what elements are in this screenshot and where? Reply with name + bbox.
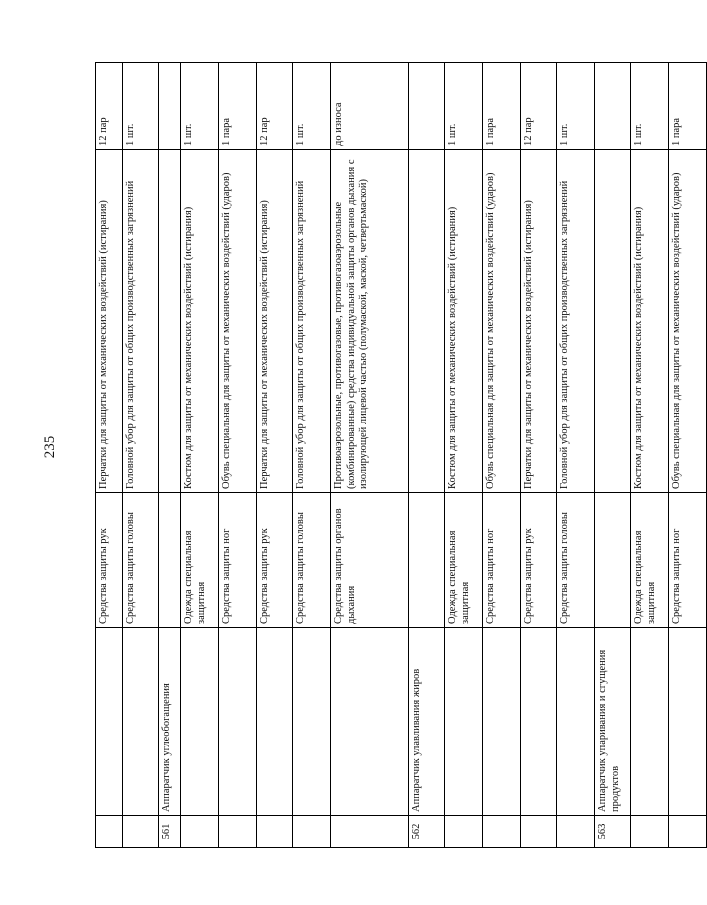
ppe-item: Противоаэрозольные, противогазовые, противогазоаэрозольные (комбинированные) средства индивидуальной защиты органов дыхания с изолирующей лицевой частью (полумаской, маской, четвертьмаской) xyxy=(331,150,409,493)
table-row xyxy=(557,63,595,848)
row-number xyxy=(181,816,219,848)
profession-name: Аппаратчик улавливания жиров xyxy=(409,628,445,816)
ppe-quantity: 1 пара xyxy=(219,63,257,150)
profession-name xyxy=(181,628,219,816)
row-number xyxy=(219,816,257,848)
ppe-category: Средства защиты ног xyxy=(483,493,521,628)
ppe-item: Обувь специальная для защиты от механических воздействий (ударов) xyxy=(669,150,707,493)
ppe-quantity: 12 пар xyxy=(96,63,123,150)
ppe-quantity: до износа xyxy=(331,63,409,150)
ppe-item: Головной убор для защиты от общих производственных загрязнений xyxy=(123,150,159,493)
table-row xyxy=(96,63,123,848)
row-number xyxy=(445,816,483,848)
ppe-item xyxy=(159,150,181,493)
profession-name xyxy=(219,628,257,816)
ppe-item: Костюм для защиты от механических воздействий (истирания) xyxy=(445,150,483,493)
profession-name xyxy=(557,628,595,816)
row-number xyxy=(557,816,595,848)
profession-name: Аппаратчик углеобогащения xyxy=(159,628,181,816)
row-number: 561 xyxy=(159,816,181,848)
table-row xyxy=(219,63,257,848)
table-row xyxy=(521,63,557,848)
row-number xyxy=(293,816,331,848)
ppe-category xyxy=(159,493,181,628)
table-row xyxy=(331,63,409,848)
row-number xyxy=(631,816,669,848)
ppe-item: Головной убор для защиты от общих производственных загрязнений xyxy=(293,150,331,493)
row-number xyxy=(483,816,521,848)
ppe-quantity xyxy=(159,63,181,150)
ppe-category: Одежда специальная защитная xyxy=(181,493,219,628)
ppe-quantity: 1 шт. xyxy=(631,63,669,150)
ppe-quantity: 1 пара xyxy=(483,63,521,150)
profession-name xyxy=(293,628,331,816)
ppe-category: Средства защиты органов дыхания xyxy=(331,493,409,628)
ppe-item: Головной убор для защиты от общих производственных загрязнений xyxy=(557,150,595,493)
ppe-quantity: 1 шт. xyxy=(293,63,331,150)
table-row xyxy=(409,63,445,848)
row-number: 562 xyxy=(409,816,445,848)
ppe-quantity: 1 шт. xyxy=(445,63,483,150)
ppe-item: Костюм для защиты от механических воздействий (истирания) xyxy=(631,150,669,493)
row-number xyxy=(123,816,159,848)
ppe-category: Средства защиты головы xyxy=(557,493,595,628)
table-row xyxy=(631,63,669,848)
table-row xyxy=(181,63,219,848)
row-number xyxy=(257,816,293,848)
table-row xyxy=(483,63,521,848)
table-row xyxy=(445,63,483,848)
ppe-item: Перчатки для защиты от механических воздействий (истирания) xyxy=(521,150,557,493)
table-row xyxy=(595,63,631,848)
profession-name xyxy=(123,628,159,816)
profession-name xyxy=(96,628,123,816)
ppe-item: Обувь специальная для защиты от механических воздействий (ударов) xyxy=(219,150,257,493)
ppe-quantity: 1 шт. xyxy=(557,63,595,150)
ppe-category: Средства защиты рук xyxy=(96,493,123,628)
table-row xyxy=(123,63,159,848)
profession-name xyxy=(331,628,409,816)
ppe-category xyxy=(409,493,445,628)
row-number xyxy=(669,816,707,848)
ppe-category: Средства защиты ног xyxy=(219,493,257,628)
ppe-quantity: 1 шт. xyxy=(123,63,159,150)
row-number xyxy=(331,816,409,848)
ppe-item: Костюм для защиты от механических воздействий (истирания) xyxy=(181,150,219,493)
profession-name xyxy=(669,628,707,816)
table-row xyxy=(257,63,293,848)
table-row xyxy=(159,63,181,848)
table-row xyxy=(669,63,707,848)
ppe-item xyxy=(595,150,631,493)
row-number: 563 xyxy=(595,816,631,848)
ppe-quantity xyxy=(409,63,445,150)
ppe-quantity xyxy=(595,63,631,150)
profession-name xyxy=(445,628,483,816)
profession-name xyxy=(257,628,293,816)
ppe-norms-table xyxy=(95,62,707,848)
ppe-quantity: 1 шт. xyxy=(181,63,219,150)
row-number xyxy=(521,816,557,848)
ppe-item xyxy=(409,150,445,493)
profession-name: Аппаратчик упаривания и сгущения продуктов xyxy=(595,628,631,816)
ppe-quantity: 12 пар xyxy=(521,63,557,150)
row-number xyxy=(96,816,123,848)
ppe-quantity: 1 пара xyxy=(669,63,707,150)
ppe-category: Средства защиты головы xyxy=(293,493,331,628)
profession-name xyxy=(631,628,669,816)
ppe-category: Средства защиты рук xyxy=(521,493,557,628)
ppe-category xyxy=(595,493,631,628)
ppe-item: Перчатки для защиты от механических воздействий (истирания) xyxy=(257,150,293,493)
rotated-table-container xyxy=(95,63,682,848)
ppe-item: Обувь специальная для защиты от механических воздействий (ударов) xyxy=(483,150,521,493)
table-row xyxy=(293,63,331,848)
profession-name xyxy=(483,628,521,816)
page-number: 235 xyxy=(42,435,58,459)
ppe-category: Средства защиты головы xyxy=(123,493,159,628)
ppe-category: Одежда специальная защитная xyxy=(631,493,669,628)
ppe-item: Перчатки для защиты от механических воздействий (истирания) xyxy=(96,150,123,493)
ppe-category: Средства защиты рук xyxy=(257,493,293,628)
profession-name xyxy=(521,628,557,816)
ppe-quantity: 12 пар xyxy=(257,63,293,150)
ppe-category: Одежда специальная защитная xyxy=(445,493,483,628)
ppe-category: Средства защиты ног xyxy=(669,493,707,628)
